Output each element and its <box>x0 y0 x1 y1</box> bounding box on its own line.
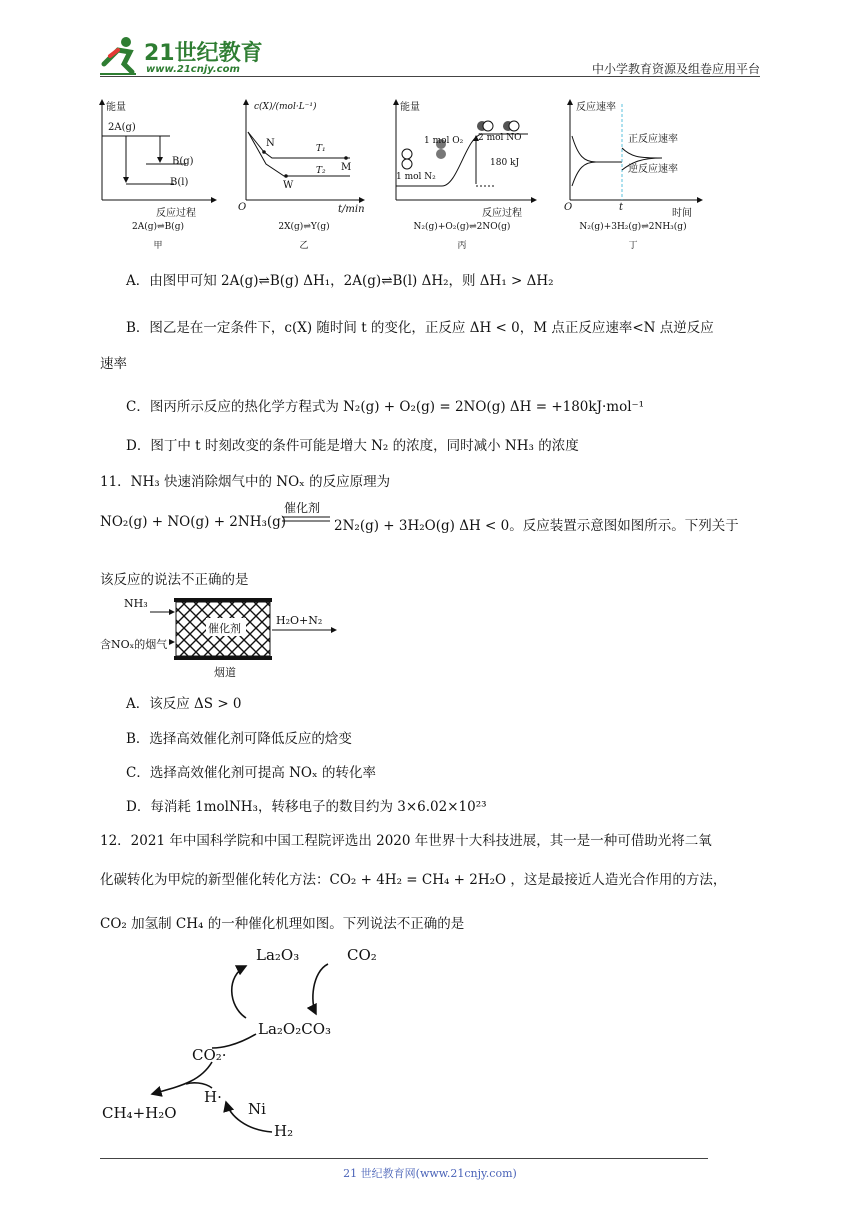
runner-logo-icon <box>96 34 142 78</box>
header-divider <box>100 76 760 77</box>
reactor-nh3: NH₃ <box>124 597 148 610</box>
ding-reverse-rate: 逆反应速率 <box>628 164 678 175</box>
jia-level-top: 2A(g) <box>108 122 136 133</box>
ding-name: 丁 <box>628 241 638 251</box>
ding-ylabel: 反应速率 <box>576 102 616 113</box>
q11-option-b: B．选择高效催化剂可降低反应的焓变 <box>126 731 352 747</box>
footer-divider <box>100 1158 708 1159</box>
q12-line-2: 化碳转化为甲烷的新型催化转化方法：CO₂ + 4H₂ = CH₄ + 2H₂O ，这是最接近人造光合作用的方法， <box>100 872 727 888</box>
yi-ylabel: c(X)/(mol·L⁻¹) <box>254 102 317 112</box>
mech-ni: Ni <box>248 1100 266 1118</box>
q11-option-a: A．该反应 ΔS > 0 <box>126 696 242 712</box>
jia-name: 甲 <box>153 241 163 251</box>
ding-equation: N₂(g)+3H₂(g)⇌2NH₃(g) <box>579 222 687 232</box>
q11-stem-2: 该反应的说法不正确的是 <box>100 572 249 588</box>
platform-name: 中小学教育资源及组卷应用平台 <box>591 62 760 76</box>
q11-catalyst-label: 催化剂 <box>284 501 321 515</box>
reactor-flue-gas: 含NOₓ的烟气 <box>100 638 168 651</box>
q11-eq-left: NO₂(g) + NO(g) + 2NH₃(g) <box>100 514 287 530</box>
logo-text: 21世纪教育 <box>144 41 263 66</box>
site-logo <box>96 34 266 80</box>
yi-t2: T₂ <box>316 166 326 176</box>
ding-t: t <box>619 202 624 213</box>
bing-name: 丙 <box>457 241 467 251</box>
jia-level-mid: B(g) <box>172 156 194 167</box>
yi-point-n: N <box>266 138 275 149</box>
q11-option-c: C．选择高效催化剂可提高 NOₓ 的转化率 <box>126 765 377 781</box>
yi-t1: T₁ <box>316 144 326 154</box>
bing-ylabel: 能量 <box>400 102 420 113</box>
mech-co2-radical: CO₂· <box>192 1046 227 1064</box>
q10-option-b: B．图乙是在一定条件下，c(X) 随时间 t 的变化，正反应 ΔH < 0，M 点正反应速率<N 点逆反应 <box>126 320 714 336</box>
ding-xlabel: 时间 <box>672 208 692 219</box>
figure-ding <box>570 100 702 200</box>
mech-la2o2co3: La₂O₂CO₃ <box>258 1020 332 1038</box>
bing-energy: 180 kJ <box>490 158 520 168</box>
reactor-duct: 烟道 <box>214 666 236 679</box>
bing-xlabel: 反应过程 <box>482 208 522 219</box>
ding-forward-rate: 正反应速率 <box>628 134 678 145</box>
bing-equation: N₂(g)+O₂(g)⇌2NO(g) <box>413 222 511 232</box>
yi-point-w: W <box>283 180 294 191</box>
figure-bing <box>396 100 536 200</box>
mech-co2: CO₂ <box>347 946 377 964</box>
jia-equation: 2A(g)⇌B(g) <box>132 222 184 232</box>
figure-yi <box>246 100 364 200</box>
yi-origin: O <box>238 202 247 213</box>
q10-option-d: D．图丁中 t 时刻改变的条件可能是增大 N₂ 的浓度，同时减小 NH₃ 的浓度 <box>126 438 579 454</box>
jia-level-low: B(l) <box>170 177 189 188</box>
logo-url: www.21cnjy.com <box>146 64 240 75</box>
mech-h-radical: H· <box>204 1088 222 1106</box>
q11-option-d: D．每消耗 1molNH₃，转移电子的数目约为 3×6.02×10²³ <box>126 799 487 815</box>
q10-option-a: A．由图甲可知 2A(g)⇌B(g) ΔH₁，2A(g)⇌B(l) ΔH₂，则 ΔH₁ > ΔH₂ <box>126 273 554 289</box>
q11-eq-right: 2N₂(g) + 3H₂O(g) ΔH < 0。反应装置示意图如图所示。下列关于 <box>334 518 739 534</box>
bing-o2: 1 mol O₂ <box>424 136 464 146</box>
bing-n2: 1 mol N₂ <box>396 172 436 182</box>
yi-xlabel: t/min <box>338 204 365 215</box>
mech-la2o3: La₂O₃ <box>256 946 300 964</box>
q12-line-1: 12．2021 年中国科学院和中国工程院评选出 2020 年世界十大科技进展，其一是一种可借助光将二氧 <box>100 833 712 849</box>
q10-option-c: C．图丙所示反应的热化学方程式为 N₂(g) + O₂(g) = 2NO(g) ΔH = +180kJ·mol⁻¹ <box>126 399 645 415</box>
jia-ylabel: 能量 <box>106 102 126 113</box>
reactor-catalyst: 催化剂 <box>208 622 241 635</box>
yi-name: 乙 <box>299 241 309 251</box>
ding-origin: O <box>564 202 573 213</box>
q11-equilibrium-arrow <box>282 514 332 526</box>
q12-line-3: CO₂ 加氢制 CH₄ 的一种催化机理如图。下列说法不正确的是 <box>100 916 465 932</box>
bing-no: 2 mol NO <box>478 133 522 143</box>
yi-point-m: M <box>341 162 352 173</box>
yi-equation: 2X(g)⇌Y(g) <box>278 222 330 232</box>
mech-h2: H₂ <box>274 1122 294 1140</box>
mech-products: CH₄+H₂O <box>102 1104 177 1122</box>
q10-option-b-cont: 速率 <box>100 356 127 372</box>
reactor-output: H₂O+N₂ <box>276 614 323 627</box>
jia-xlabel: 反应过程 <box>156 208 196 219</box>
footer-link[interactable]: 21 世纪教育网(www.21cnjy.com) <box>343 1167 517 1180</box>
figure-jia <box>102 100 216 200</box>
q11-stem: 11．NH₃ 快速消除烟气中的 NOₓ 的反应原理为 <box>100 474 391 490</box>
